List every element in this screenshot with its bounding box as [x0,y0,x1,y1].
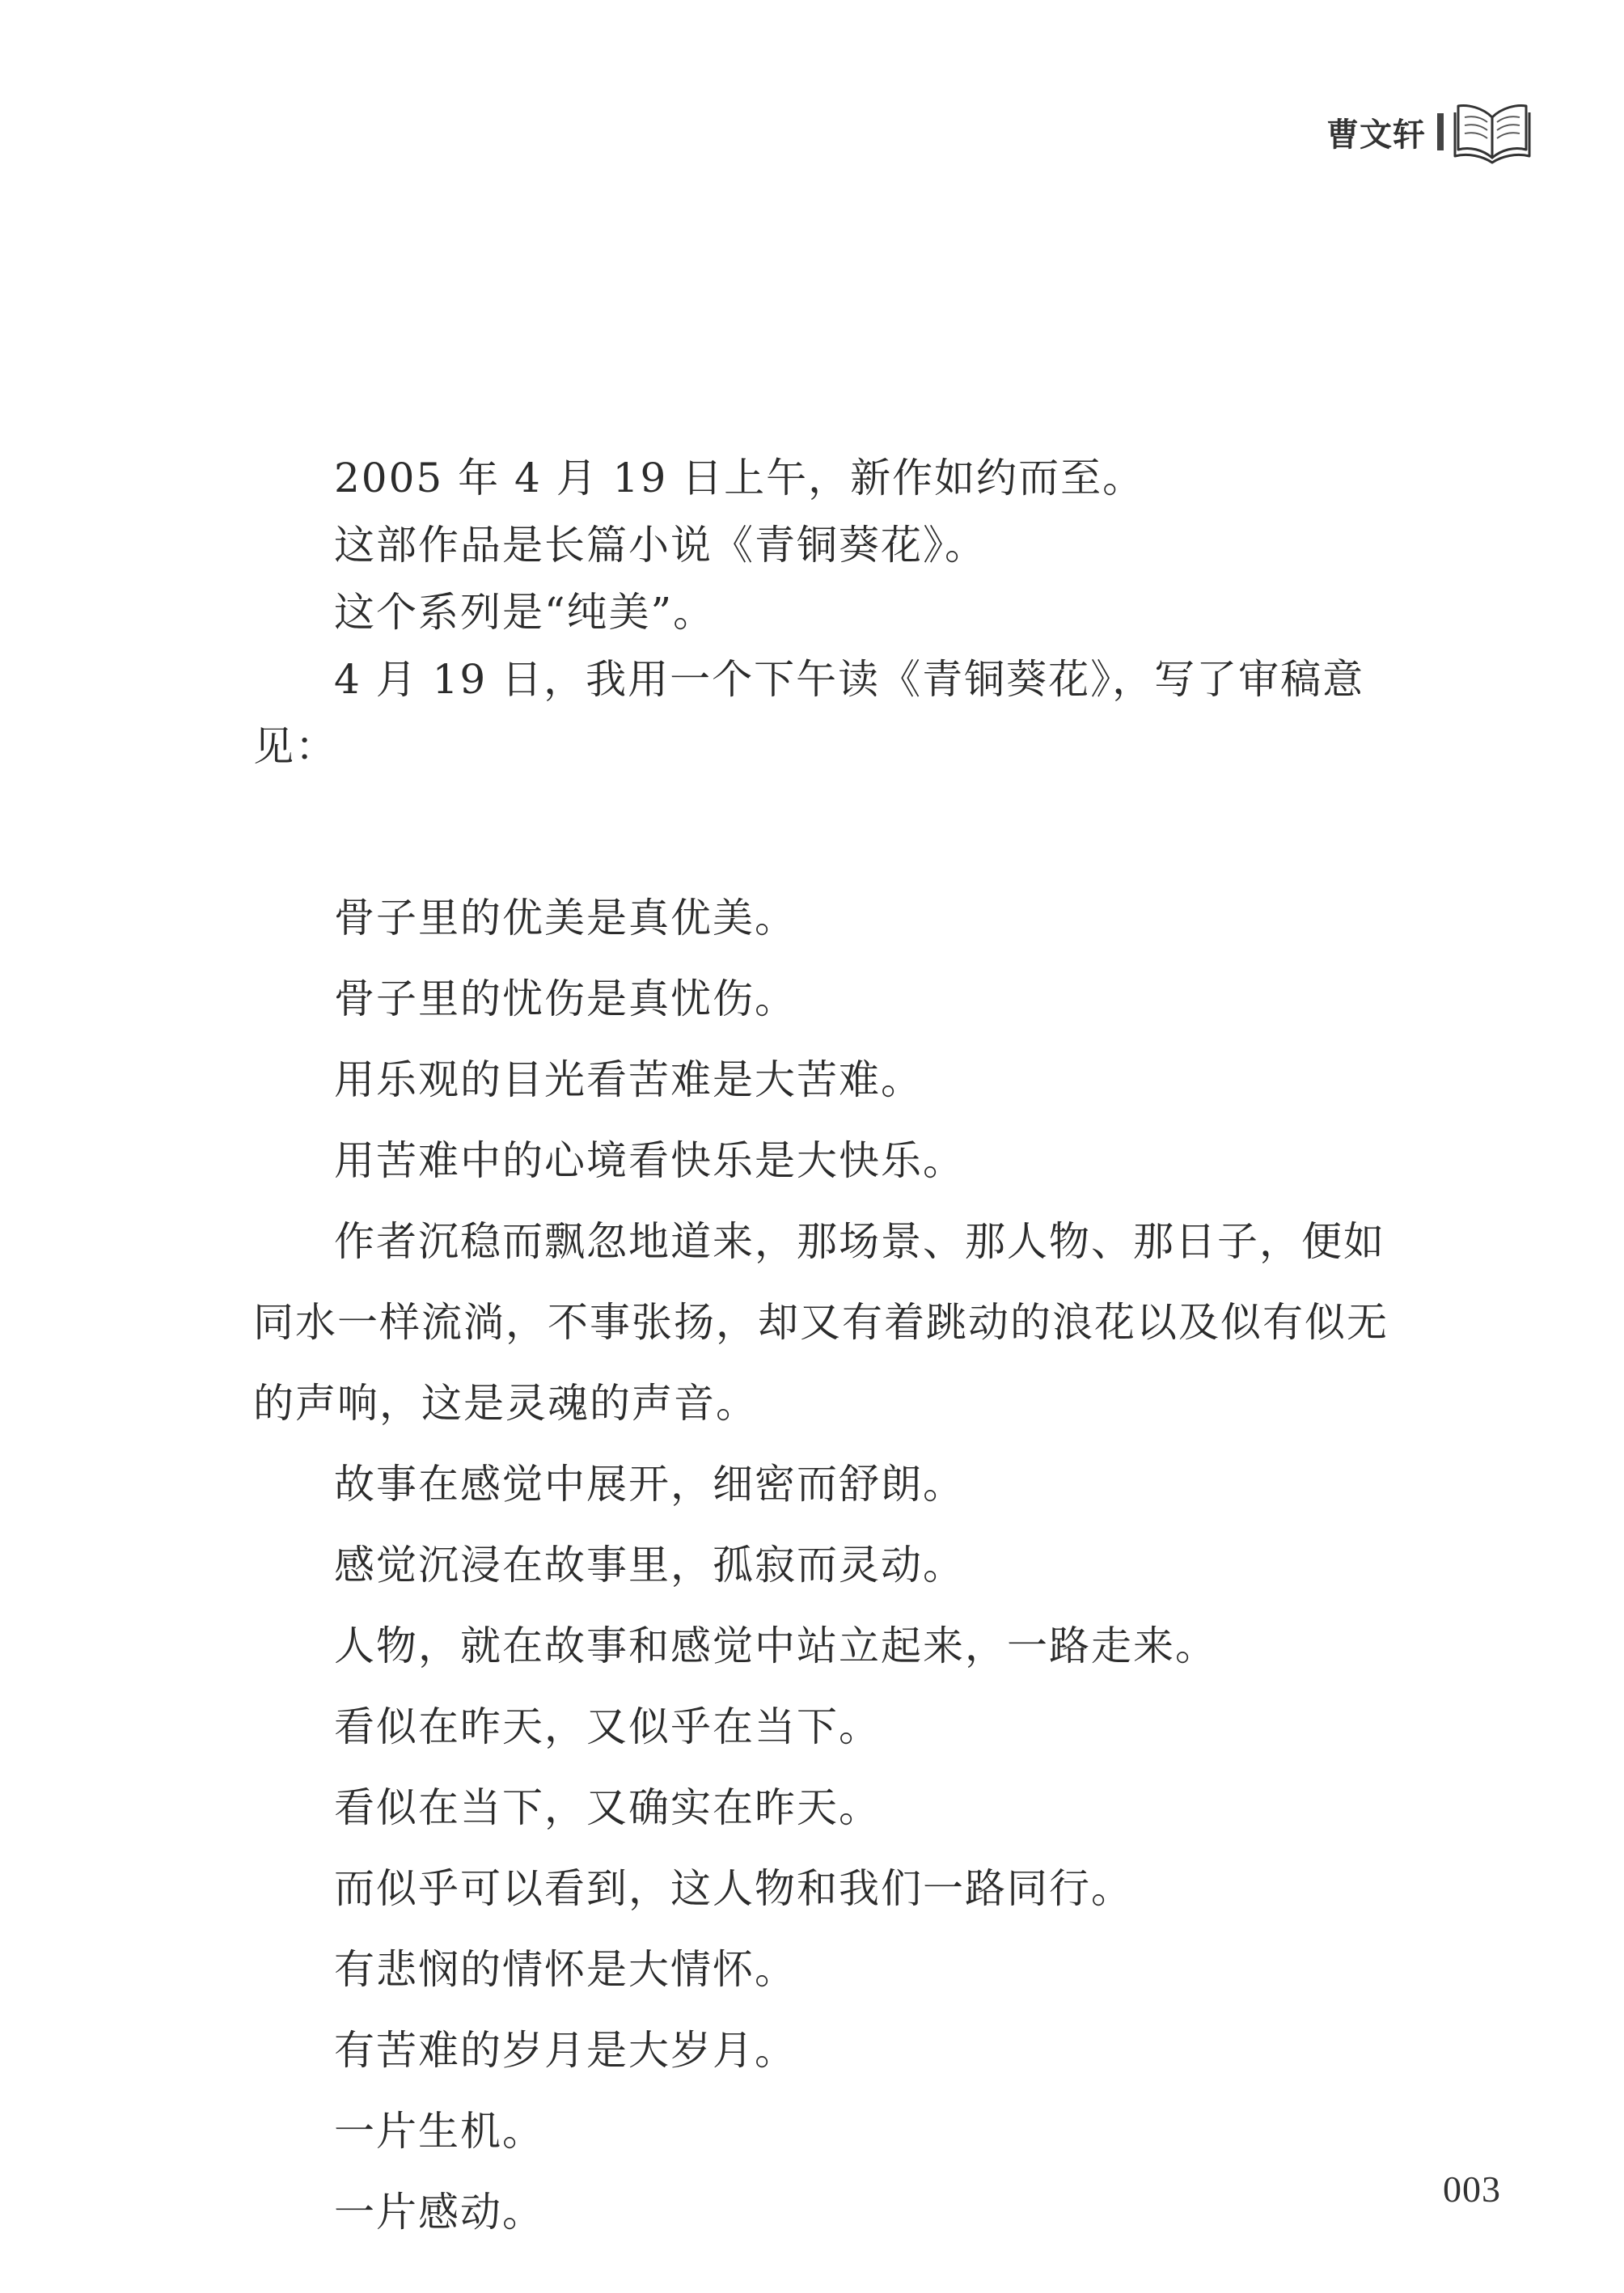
author-name: 曹文轩 [1326,116,1426,154]
paragraph: 这个系列是“纯美”。 [334,589,716,636]
paragraph: 2005 年 4 月 19 日上午，新作如约而至。 [334,455,1145,501]
header-divider [1437,113,1444,150]
paragraph: 4 月 19 日，我用一个下午读《青铜葵花》，写了审稿意见： [253,656,1365,770]
paragraph: 作者沉稳而飘忽地道来，那场景、那人物、那日子，便如同水一样流淌，不事张扬，却又有着跳动的浪花以及似有似无的声响，这是灵魂的声音。 [253,1218,1389,1427]
paragraph: 有苦难的岁月是大岁月。 [334,2027,797,2074]
section-gap [253,781,1402,878]
paragraph: 用苦难中的心境看快乐是大快乐。 [334,1137,965,1184]
paragraph: 用乐观的目光看苦难是大苦难。 [334,1056,923,1103]
page-body [253,445,1402,2253]
paragraph: 骨子里的优美是真优美。 [334,895,797,941]
intro-section [253,445,1402,781]
paragraph: 故事在感觉中展开，细密而舒朗。 [334,1461,965,1508]
paragraph: 而似乎可以看到，这人物和我们一路同行。 [334,1865,1133,1912]
open-book-icon [1453,98,1531,166]
paragraph: 人物，就在故事和感觉中站立起来，一路走来。 [334,1622,1217,1669]
paragraph: 看似在昨天，又似乎在当下。 [334,1703,881,1750]
paragraph: 一片感动。 [334,2189,544,2236]
paragraph: 感觉沉浸在故事里，孤寂而灵动。 [334,1542,965,1589]
review-section [253,878,1402,2253]
paragraph: 骨子里的忧伤是真忧伤。 [334,975,797,1022]
paragraph: 一片生机。 [334,2108,544,2155]
page-number: 003 [1443,2168,1501,2210]
running-header [1326,95,1531,168]
paragraph: 这部作品是长篇小说《青铜葵花》。 [334,522,987,569]
paragraph: 有悲悯的情怀是大情怀。 [334,1946,797,1993]
paragraph: 看似在当下，又确实在昨天。 [334,1784,881,1831]
